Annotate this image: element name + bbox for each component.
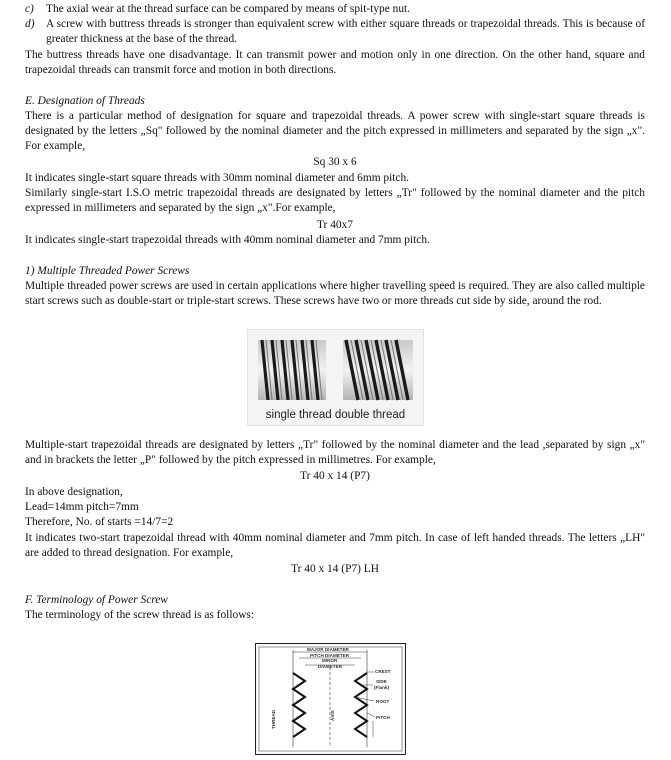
terminology-diagram (255, 643, 406, 755)
heading-multiple-threaded: 1) Multiple Threaded Power Screws (25, 265, 190, 277)
label-minor: MINOR (322, 658, 338, 663)
label-thread-angle: THREAD (271, 709, 276, 729)
paragraph-buttress: The buttress threads have one disadvantage. It can transmit power and motion only in one direction. On the other hand, square and trapezoidal threads can transmit force and motion in both directions. (25, 49, 645, 77)
designation-line: Lead=14mm pitch=7mm (25, 501, 139, 513)
terminology-diagram-figure (255, 643, 406, 755)
thread-photo-caption: single thread double thread (265, 409, 406, 421)
example-tr-multi: Tr 40 x 14 (P7) (300, 470, 370, 482)
paragraph-designation-1: There is a particular method of designation for square and trapezoidal threads. A power screw with single-start square threads is designated by the letters „Sq" followed by the nominal diameter and the pitch expressed in millimeters and separated by the sign „x". For example, (25, 110, 645, 153)
list-item (25, 2, 645, 17)
label-crest: CREST (375, 669, 391, 674)
list-marker: d) (25, 18, 35, 30)
designation-line: Therefore, No. of starts =14/7=2 (25, 516, 174, 528)
thread-photo (248, 330, 423, 410)
paragraph-multiple-3: It indicates two-start trapezoidal thread with 40mm nominal diameter and 7mm pitch. In case of left handed threads. The letters „LH" are added to thread designation. For example, (25, 532, 645, 560)
heading-designation: E. Designation of Threads (25, 95, 145, 107)
label-axis: AXIS (330, 710, 335, 721)
example-tr: Tr 40x7 (317, 219, 353, 231)
label-root: ROOT (376, 699, 390, 704)
paragraph-designation-2: It indicates single-start square threads with 30mm nominal diameter and 6mm pitch. (25, 172, 410, 184)
thread-photo-figure (247, 329, 424, 426)
paragraph-terminology: The terminology of the screw thread is as follows: (25, 609, 255, 621)
label-major-diameter: MAJOR DIAMETER (307, 647, 349, 652)
list-text: A screw with buttress threads is stronger than equivalent screw with either square threads or trapezoidal threads. This is because of greater thickness at the base of the thread. (46, 18, 645, 46)
list-text: The axial wear at the thread surface can be compared by means of spit-type nut. (46, 3, 411, 15)
label-side: SIDE (376, 679, 387, 684)
example-sq: Sq 30 x 6 (313, 156, 357, 168)
label-minor-diameter: DIAMETER (318, 664, 342, 669)
paragraph-multiple-2: Multiple-start trapezoidal threads are designated by letters „Tr" followed by the nominal diameter and the lead ,separated by sign „x" and in brackets the letter „P" followed by the pitch expressed in millimetres. For example, (25, 439, 645, 467)
heading-terminology: F. Terminology of Power Screw (25, 594, 168, 606)
label-pitch: PITCH (376, 715, 390, 720)
designation-line: In above designation, (25, 486, 123, 498)
label-flank: (Flank) (374, 685, 390, 690)
label-pitch-diameter: PITCH DIAMETER (310, 653, 350, 658)
example-tr-lh: Tr 40 x 14 (P7) LH (291, 563, 379, 575)
paragraph-designation-4: It indicates single-start trapezoidal threads with 40mm nominal diameter and 7mm pitch. (25, 234, 430, 246)
list-item (25, 17, 645, 47)
list-marker: c) (25, 3, 34, 15)
paragraph-designation-3: Similarly single-start I.S.O metric trapezoidal threads are designated by letters „Tr" followed by the nominal diameter and the pitch expressed in millimeters and separated by the sign „x".For example, (25, 187, 645, 215)
paragraph-multiple-1: Multiple threaded power screws are used in certain applications where higher travelling speed is required. They are also called multiple start screws such as double-start or triple-start screws. These screws have two or more threads cut side by side, around the rod. (25, 280, 645, 308)
